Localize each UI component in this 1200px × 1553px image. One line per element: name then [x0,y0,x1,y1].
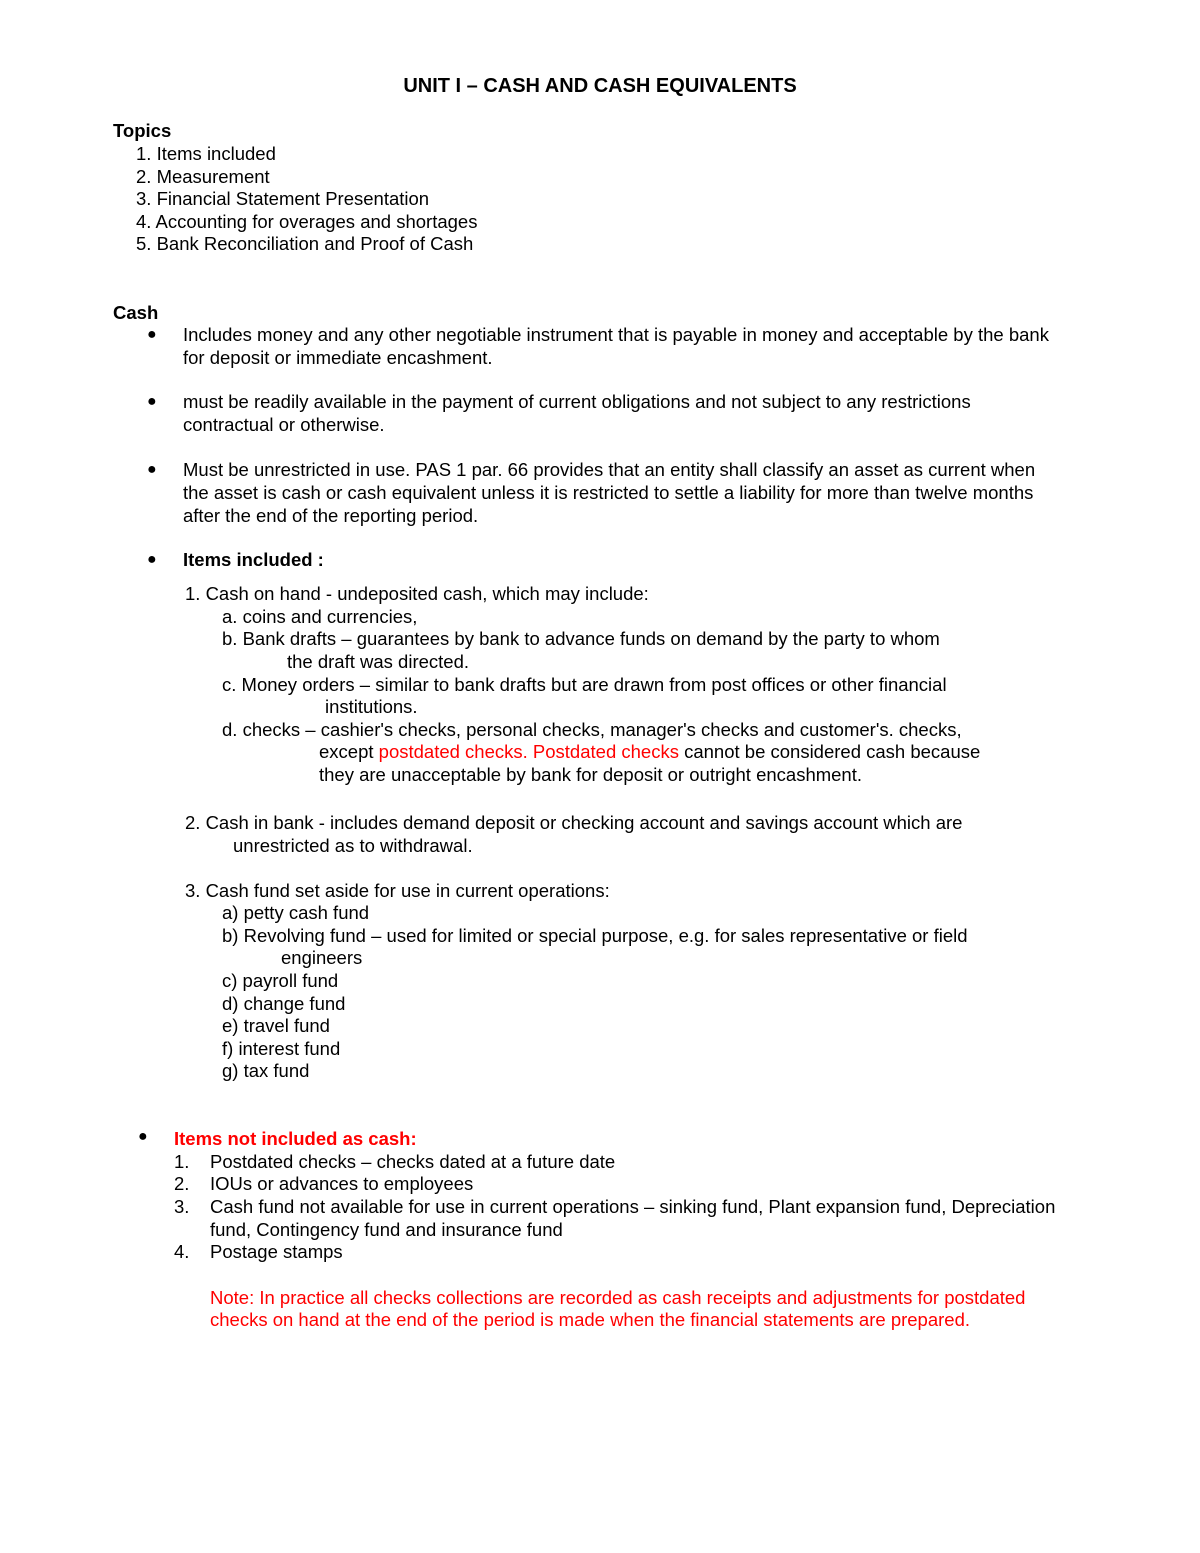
cash-fund-item: d) change fund [222,993,346,1014]
list-number: 2. [174,1173,190,1194]
checks-exception-suffix: cannot be considered cash because [678,741,981,762]
topic-item: 5. Bank Reconciliation and Proof of Cash [136,233,474,254]
not-included-item: Postage stamps [210,1241,343,1262]
page-title: UNIT I – CASH AND CASH EQUIVALENTS [403,75,797,97]
cash-on-hand-item: d. checks – cashier's checks, personal checks, manager's checks and customer's. checks, [222,719,962,740]
cash-fund-item: c) payroll fund [222,970,339,991]
cash-fund-item: engineers [281,947,363,968]
cash-fund-item: g) tax fund [222,1060,310,1081]
not-included-item: IOUs or advances to employees [210,1173,474,1194]
cash-on-hand-item: b. Bank drafts – guarantees by bank to advance funds on demand by the party to whom [222,628,940,649]
cash-unrestricted-line: after the end of the reporting period. [183,505,479,526]
cash-on-hand-item: they are unacceptable by bank for deposit or outright encashment. [319,764,863,785]
bullet-icon: ● [138,1128,148,1145]
bullet-icon: ● [147,393,157,410]
cash-definition-line: Includes money and any other negotiable instrument that is payable in money and acceptable by the bank [183,324,1049,345]
cash-in-bank-line: 2. Cash in bank - includes demand deposit or checking account and savings account which are [185,812,963,833]
cash-availability-line: contractual or otherwise. [183,414,385,435]
postdated-checks-highlight: postdated checks. Postdated checks [378,741,679,762]
cash-availability-line: must be readily available in the payment of current obligations and not subject to any restrictions [183,391,971,412]
bullet-icon: ● [147,551,157,568]
topic-item: 3. Financial Statement Presentation [136,188,430,209]
cash-on-hand-item: institutions. [325,696,418,717]
cash-on-hand-item: a. coins and currencies, [222,606,418,627]
cash-in-bank-line: unrestricted as to withdrawal. [233,835,473,856]
cash-unrestricted-line: Must be unrestricted in use. PAS 1 par. 66 provides that an entity shall classify an asset as current when [183,459,1036,480]
practice-note: checks on hand at the end of the period is made when the financial statements are prepared. [210,1309,971,1330]
topic-item: 4. Accounting for overages and shortages [136,211,478,232]
cash-fund-item: e) travel fund [222,1015,330,1036]
bullet-icon: ● [147,326,157,343]
topic-item: 2. Measurement [136,166,270,187]
checks-exception-line [319,741,980,764]
checks-exception-prefix: except [319,741,379,762]
not-included-item: Postdated checks – checks dated at a future date [210,1151,616,1172]
not-included-item: fund, Contingency fund and insurance fund [210,1219,563,1240]
list-number: 4. [174,1241,190,1262]
list-number: 3. [174,1196,190,1217]
cash-fund-item: a) petty cash fund [222,902,370,923]
cash-fund-label: 3. Cash fund set aside for use in current operations: [185,880,610,901]
cash-fund-item: b) Revolving fund – used for limited or special purpose, e.g. for sales representative or field [222,925,968,946]
cash-definition-line: for deposit or immediate encashment. [183,347,493,368]
not-included-item: Cash fund not available for use in current operations – sinking fund, Plant expansion fund, Depreciation [210,1196,1056,1217]
cash-unrestricted-line: the asset is cash or cash equivalent unless it is restricted to settle a liability for more than twelve months [183,482,1034,503]
cash-on-hand-item: the draft was directed. [287,651,470,672]
cash-on-hand-item: c. Money orders – similar to bank drafts but are drawn from post offices or other financial [222,674,947,695]
items-included-heading: Items included : [183,549,324,570]
practice-note: Note: In practice all checks collections are recorded as cash receipts and adjustments for postdated [210,1287,1026,1308]
bullet-icon: ● [147,461,157,478]
items-not-included-heading: Items not included as cash: [174,1128,417,1149]
cash-on-hand-label: 1. Cash on hand - undeposited cash, which may include: [185,583,649,604]
cash-fund-item: f) interest fund [222,1038,341,1059]
topic-item: 1. Items included [136,143,276,164]
list-number: 1. [174,1151,190,1172]
topics-heading: Topics [113,120,172,141]
cash-heading: Cash [113,302,159,323]
